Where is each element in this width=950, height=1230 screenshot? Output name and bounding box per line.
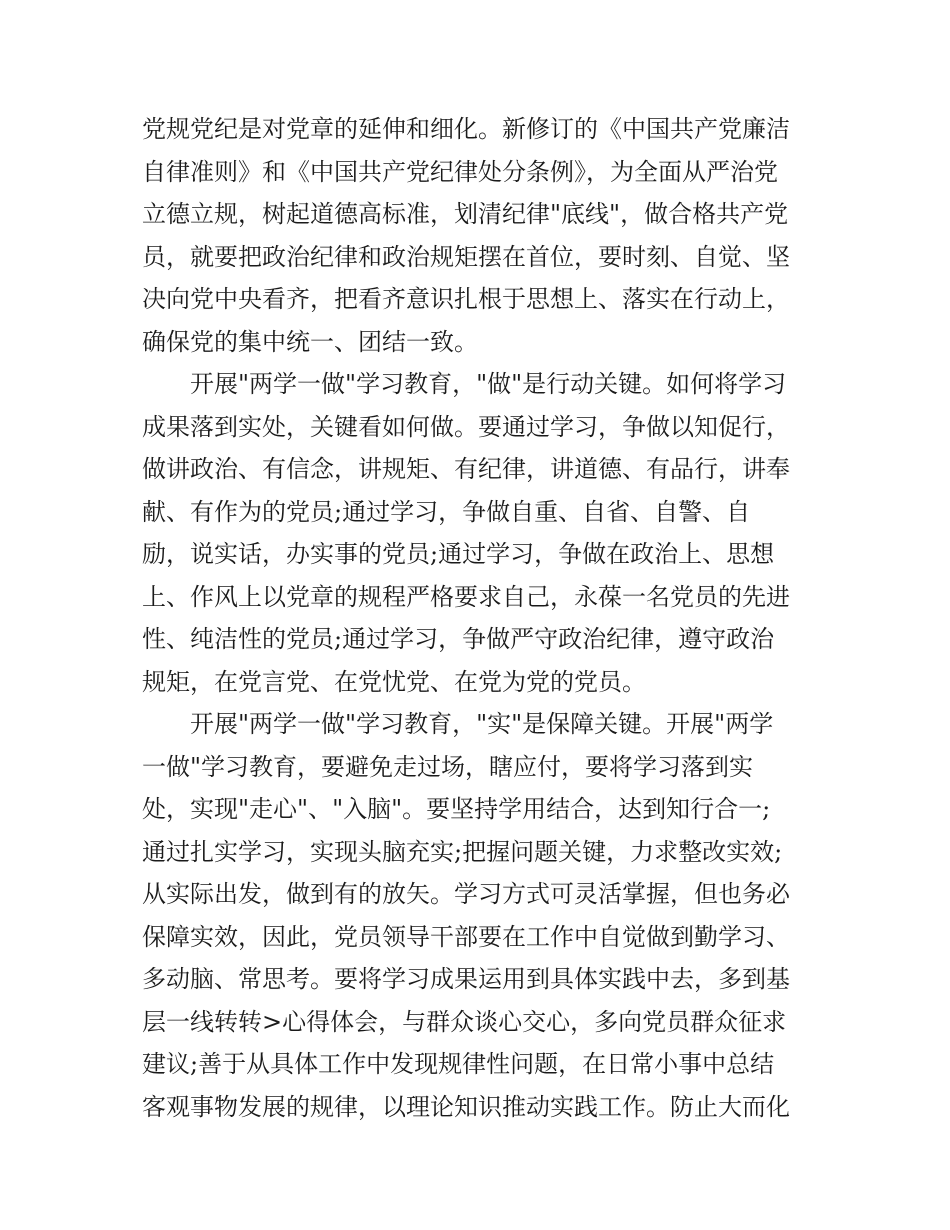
text-line: 处，实现"走心"、"入脑"。要坚持学用结合，达到知行合一; [142,795,771,823]
text-line: 层一线转转>心得体会，与群众谈心交心，多向党员群众征求 [142,1007,787,1036]
text-line: 自律准则》和《中国共产党纪律处分条例》，为全面从严治党 [142,157,778,186]
text-line: 一做"学习教育，要避免走过场，瞎应付，要将学习落到实 [142,752,754,781]
text-line: 开展"两学一做"学习教育，"实"是保障关键。开展"两学 [190,710,774,738]
paragraph-3 [142,703,822,1128]
text-line: 多动脑、常思考。要将学习成果运用到具体实践中去，多到基 [142,965,790,993]
text-line: 开展"两学一做"学习教育，"做"是行动关键。如何将学习 [190,370,787,398]
document-body [142,108,822,1128]
text-line: 成果落到实处，关键看如何做。要通过学习，争做以知促行， [142,412,790,441]
text-line: 立德立规，树起道德高标准，划清纪律"底线"，做合格共产党 [142,200,789,228]
paragraph-1 [142,108,822,363]
text-line: 通过扎实学习，实现头脑充实;把握问题关键，力求整改实效; [142,837,783,866]
text-line: 员，就要把政治纪律和政治规矩摆在首位，要时刻、自觉、坚 [142,242,790,271]
text-line: 献、有作为的党员;通过学习，争做自重、自省、自警、自 [142,497,751,526]
text-line: 保障实效，因此，党员领导干部要在工作中自觉做到勤学习、 [142,922,790,951]
text-line: 建议;善于从具体工作中发现规律性问题，在日常小事中总结 [142,1050,775,1078]
text-line: 规矩，在党言党、在党忧党、在党为党的党员。 [142,667,646,696]
text-line: 性、纯洁性的党员;通过学习，争做严守政治纪律，遵守政治 [142,625,775,653]
text-line: 党规党纪是对党章的延伸和细化。新修订的《中国共产党廉洁 [142,115,790,143]
text-line: 上、作风上以党章的规程严格要求自己，永葆一名党员的先进 [142,582,790,611]
text-line: 决向党中央看齐，把看齐意识扎根于思想上、落实在行动上， [142,285,790,313]
paragraph-2 [142,363,822,703]
text-line: 做讲政治、有信念，讲规矩、有纪律，讲道德、有品行，讲奉 [142,455,790,483]
text-line: 从实际出发，做到有的放矢。学习方式可灵活掌握，但也务必 [142,880,790,908]
text-line: 确保党的集中统一、团结一致。 [142,327,478,356]
text-line: 励，说实话，办实事的党员;通过学习，争做在政治上、思想 [142,540,775,568]
text-line: 客观事物发展的规律，以理论知识推动实践工作。防止大而化 [142,1092,790,1121]
